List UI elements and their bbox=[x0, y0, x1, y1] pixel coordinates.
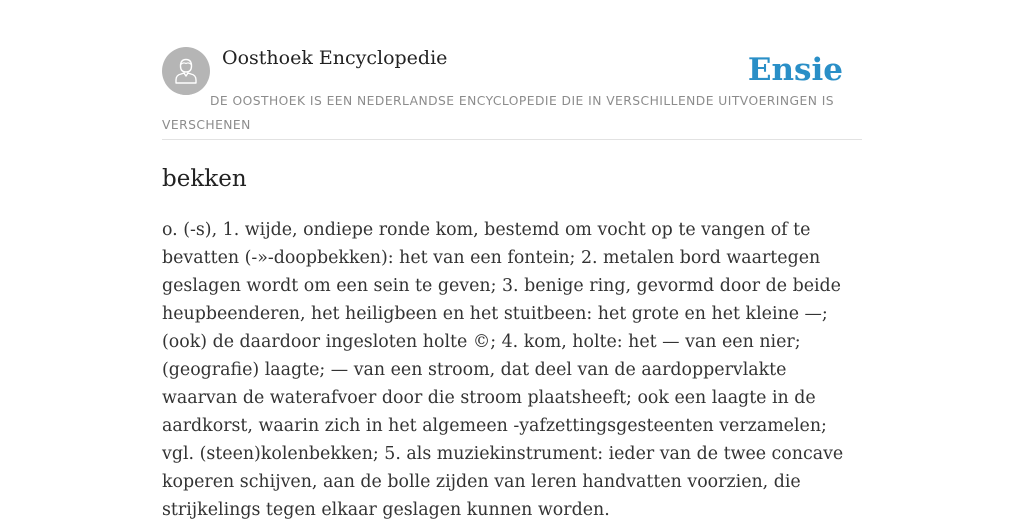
user-silhouette-icon bbox=[162, 47, 210, 95]
entry-title: bekken bbox=[162, 166, 247, 192]
site-name[interactable]: Oosthoek Encyclopedie bbox=[222, 47, 448, 69]
author-avatar[interactable] bbox=[162, 47, 210, 95]
brand-logo[interactable]: Ensie bbox=[747, 52, 843, 88]
entry-definition: o. (-s), 1. wijde, ondiepe ronde kom, bestemd om vocht op te vangen of te bevatten (-»-doopbekken): het van een fontein; 2. metalen bord waartegen geslagen wordt om een sein te geven; 3. benige ring, gevormd door de beide heupbeenderen, het heiligbeen en het stuitbeen: het grote en het kleine —; (ook) de daardoor ingesloten holte ©; 4. kom, holte: het — van een nier; (geografie) laagte; — van een stroom, dat deel van de aardoppervlakte waarvan de waterafvoer door die stroom plaatsheeft; ook een laagte in de aardkorst, waarin zich in het algemeen -yafzettingsgesteenten verzamelen; vgl. (steen)kolenbekken; 5. als muziekinstrument: ieder van de twee concave koperen schijven, aan de bolle zijden van leren handvatten voorzien, die strijkelings tegen elkaar geslagen kunnen worden. bbox=[162, 220, 844, 520]
site-tagline: DE OOSTHOEK IS EEN NEDERLANDSE ENCYCLOPEDIE DIE IN VERSCHILLENDE UITVOERINGEN IS VERSCHENEN bbox=[162, 94, 835, 132]
header-divider bbox=[162, 139, 862, 140]
